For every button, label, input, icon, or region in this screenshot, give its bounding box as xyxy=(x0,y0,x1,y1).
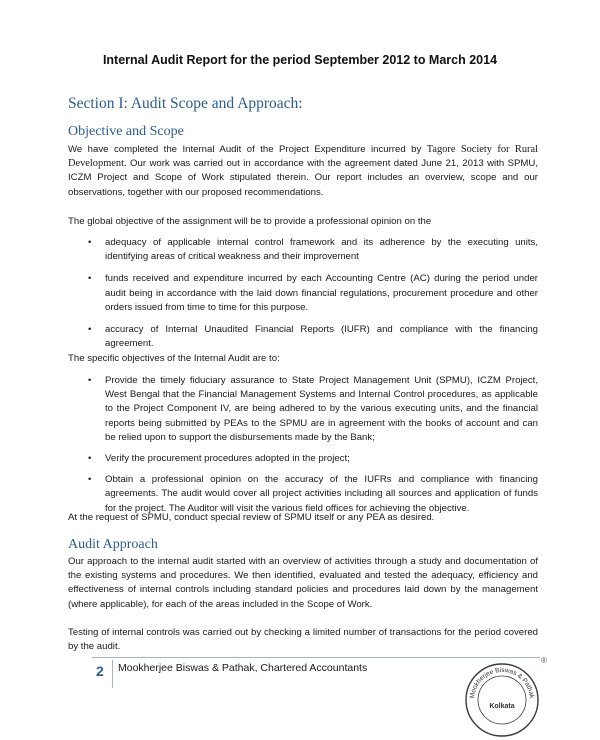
intro-text-b: Our work was carried out in accordance with the agreement dated June 21, 2013 with SPMU, ICZM Project and Scope of Work stipulated therein. Our report includes an overview, scope and our observations, together with our proposed recommendations. xyxy=(68,158,538,198)
testing-paragraph: Testing of internal controls was carried out by checking a limited number of transactions for the period covered by the audit. xyxy=(68,627,538,653)
approach-heading: Audit Approach xyxy=(68,537,158,552)
bullet-icon: • xyxy=(88,273,92,285)
bullet-icon: • xyxy=(88,375,92,386)
objective-heading: Objective and Scope xyxy=(68,124,184,139)
seal-city-text: Kolkata xyxy=(489,703,515,710)
page-number: 2 xyxy=(96,663,104,679)
footer-rule xyxy=(92,657,540,658)
firm-seal-icon xyxy=(462,660,542,740)
bullet-icon: • xyxy=(88,237,92,248)
footer-divider xyxy=(112,660,113,688)
approach-paragraph: Our approach to the internal audit started with an overview of activities through a study and documentation of the existing systems and procedures. We then identified, evaluated and tested the adequacy, efficiency and effectiveness of internal controls including standard policies and procedures laid down by the management (where applicable), for each of the areas included in the Scope of Work. xyxy=(68,556,538,610)
section-heading: Section I: Audit Scope and Approach: xyxy=(68,95,303,112)
registered-mark: ® xyxy=(541,656,547,665)
bullet-icon: • xyxy=(88,474,92,486)
specific-objective-list xyxy=(68,374,538,516)
seal-name-text: Mookherjee Biswas & Pathak xyxy=(468,666,535,699)
global-objective-list xyxy=(68,236,538,351)
list-item: • Verify the procurement procedures adopted in the project; xyxy=(68,452,538,466)
list-item: • Obtain a professional opinion on the accuracy of the IUFRs and compliance with financing agreements. The audit would cover all project activities including all sources and application of funds for the project. The Auditor will visit the various field offices for achieving the objective. xyxy=(88,474,538,514)
organization-name: Tagore Society for Rural Development. xyxy=(68,144,538,170)
specific-objective-intro: The specific objectives of the Internal Audit are to: xyxy=(68,353,280,364)
intro-text-a: We have completed the Internal Audit of the Project Expenditure incurred by xyxy=(68,144,427,155)
list-item: • adequacy of applicable internal control framework and its adherence by the executing units, identifying areas of critical weakness and their improvement xyxy=(88,237,538,263)
spmu-request: At the request of SPMU, conduct special review of SPMU itself or any PEA as desired. xyxy=(68,512,435,523)
global-objective-intro: The global objective of the assignment will be to provide a professional opinion on the xyxy=(68,216,432,227)
bullet-icon: • xyxy=(88,324,92,336)
list-item: • accuracy of Internal Unaudited Financial Reports (IUFR) and compliance with the financing agreement. xyxy=(88,324,538,350)
list-item: • funds received and expenditure incurred by each Accounting Centre (AC) during the period under audit being in accordance with the laid down financial regulations, procurement procedure and other orders issued from time to time for this purpose. xyxy=(88,273,538,313)
report-title: Internal Audit Report for the period September 2012 to March 2014 xyxy=(102,53,498,67)
list-item: • Provide the timely fiduciary assurance to State Project Management Unit (SPMU), ICZM Project, West Bengal that the Financial Management Systems and Internal Control procedures, as applicable to the Project Component IV, are being adhered to by the various executing units, and the financial reports being submitted by PEAs to the SPMU are in agreement with the books of account and can be relied upon to support the disbursements made by the Bank; xyxy=(88,375,538,443)
intro-paragraph xyxy=(68,143,538,200)
footer-firm-name: Mookherjee Biswas & Pathak, Chartered Accountants xyxy=(118,662,368,674)
bullet-icon: • xyxy=(88,453,92,465)
